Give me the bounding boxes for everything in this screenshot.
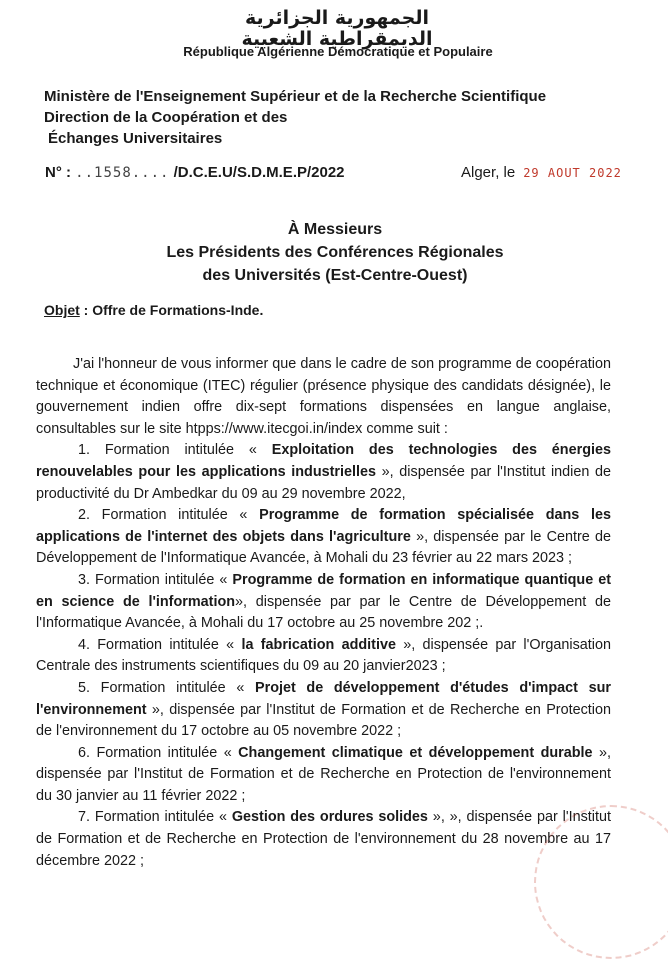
list-item: 6. Formation intitulée « Changement climatique et développement durable », dispensée par l'Institut de Formation et de Recherche en Protection de l'environnement du 30 janvier au 11 février 2022 ; — [36, 744, 611, 804]
subject-line — [44, 300, 263, 321]
ministry-block — [44, 86, 546, 149]
republic-title: République Algérienne Démocratique et Populaire — [183, 44, 493, 59]
intro-paragraph: J'ai l'honneur de vous informer que dans le cadre de son programme de coopération technique et économique (ITEC) régulier (présence physique des candidats désignée), le gouvernement indien offre dix-sept formations dispensées en langue anglaise, consultables sur le site htpps://www.itecgoi.in/index comme suit : — [36, 356, 611, 437]
arabic-header: الجمهورية الجزائرية الديمقراطية الشعبية — [241, 7, 433, 50]
recipient-block — [120, 218, 550, 287]
subject-text: : Offre de Formations-Inde. — [79, 302, 264, 318]
official-stamp — [534, 805, 668, 959]
ministry-line: Direction de la Coopération et des — [44, 109, 288, 126]
list-item: 4. Formation intitulée « la fabrication additive », dispensée par l'Organisation Centrale des instruments scientifiques du 09 au 20 janvier2023 ; — [36, 636, 611, 675]
recipient-line: Les Présidents des Conférences Régionales — [166, 244, 504, 261]
reference-number: N° : ..1558.... /D.C.E.U/S.D.M.E.P/2022 — [45, 164, 345, 181]
letter-body — [36, 354, 611, 872]
handwritten-ref: ..1558.... — [75, 165, 170, 181]
recipient-line: des Universités (Est-Centre-Ouest) — [202, 267, 468, 284]
list-item: 5. Formation intitulée « Projet de développement d'études d'impact sur l'environnement », dispensée par l'Institut de Formation et de Recherche en Protection de l'environnement du 17 octobre au 05 novembre 2022 ; — [36, 679, 611, 740]
ministry-line: Échanges Universitaires — [48, 130, 223, 147]
list-item: 2. Formation intitulée « Programme de formation spécialisée dans les applications de l'internet des objets dans l'agriculture », dispensée par le Centre de Développement de l'Informatique Avancée, à Mohali du 23 février au 22 mars 2023 ; — [36, 507, 611, 567]
date-stamp: 29 AOUT 2022 — [523, 166, 622, 180]
list-item: 3. Formation intitulée « Programme de formation en informatique quantique et en science de l'information», dispensée par par le Centre de Développement de l'Informatique Avancée, à Mohali du 17 octobre au 25 novembre 202 ;. — [36, 571, 612, 632]
list-item: 7. Formation intitulée « Gestion des ordures solides », », dispensée par l'Institut de Formation et de Recherche en Protection de l'environnement du 28 novembre au 17 décembre 2022 ; — [36, 809, 611, 869]
ministry-line: Ministère de l'Enseignement Supérieur et de la Recherche Scientifique — [44, 88, 547, 105]
recipient-line: À Messieurs — [287, 221, 383, 238]
place-date: Alger, le 29 AOUT 2022 — [461, 164, 622, 181]
list-item: 1. Formation intitulée « Exploitation des technologies des énergies renouvelables pour les applications industrielles », dispensée par l'Institut indien de productivité du Dr Ambedkar du 09 au 29 novembre 2022, — [36, 442, 611, 502]
subject-label: Objet — [44, 302, 80, 318]
